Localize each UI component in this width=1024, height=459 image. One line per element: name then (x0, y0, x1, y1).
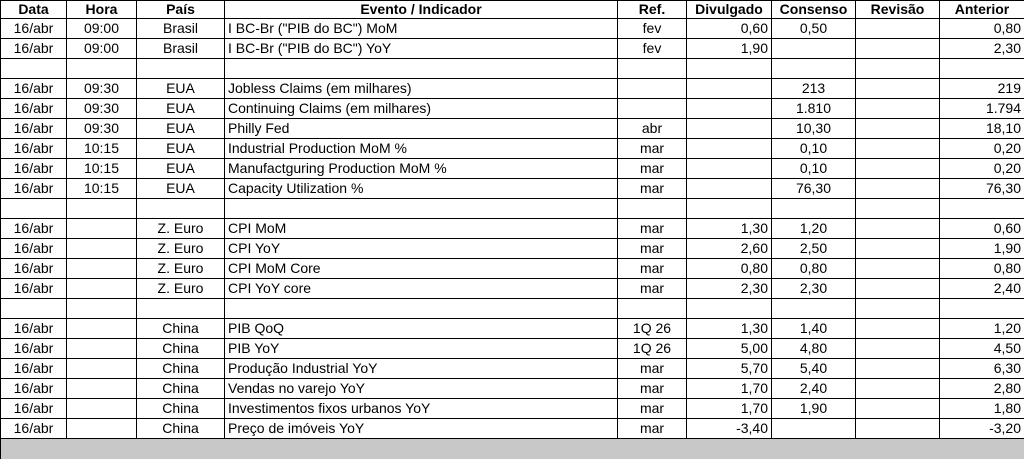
cell-revision (856, 239, 940, 259)
empty-cell (618, 59, 687, 79)
cell-consensus: 1,20 (772, 219, 856, 239)
cell-country: EUA (137, 159, 225, 179)
cell-country: China (137, 379, 225, 399)
cell-previous: 4,50 (940, 339, 1024, 359)
empty-cell (225, 299, 618, 319)
cell-time (67, 419, 137, 439)
cell-date: 16/abr (1, 99, 67, 119)
table-row (1, 219, 1024, 239)
cell-date: 16/abr (1, 239, 67, 259)
cell-country: Z. Euro (137, 219, 225, 239)
cell-date: 16/abr (1, 399, 67, 419)
cell-previous: 0,60 (940, 219, 1024, 239)
empty-cell (137, 59, 225, 79)
empty-cell (1, 199, 67, 219)
cell-event: Philly Fed (225, 119, 618, 139)
cell-time: 10:15 (67, 159, 137, 179)
cell-event: Jobless Claims (em milhares) (225, 79, 618, 99)
cell-ref: abr (618, 119, 687, 139)
cell-country: China (137, 419, 225, 439)
cell-released (687, 99, 772, 119)
cell-previous: 1.794 (940, 99, 1024, 119)
cell-previous: 6,30 (940, 359, 1024, 379)
empty-cell (856, 199, 940, 219)
cell-revision (856, 359, 940, 379)
cell-released: 1,90 (687, 39, 772, 59)
cell-released: 1,70 (687, 379, 772, 399)
cell-revision (856, 139, 940, 159)
cell-revision (856, 219, 940, 239)
table-row (1, 419, 1024, 439)
cell-consensus: 0,10 (772, 159, 856, 179)
cell-date: 16/abr (1, 319, 67, 339)
cell-ref: mar (618, 179, 687, 199)
table-row (1, 359, 1024, 379)
empty-cell (67, 59, 137, 79)
cell-date: 16/abr (1, 19, 67, 39)
spacer-row (1, 59, 1024, 79)
cell-date: 16/abr (1, 359, 67, 379)
cell-date: 16/abr (1, 379, 67, 399)
cell-date: 16/abr (1, 259, 67, 279)
cell-event: PIB QoQ (225, 319, 618, 339)
spacer-row (1, 299, 1024, 319)
cell-revision (856, 259, 940, 279)
cell-ref: 1Q 26 (618, 319, 687, 339)
cell-date: 16/abr (1, 159, 67, 179)
empty-cell (687, 299, 772, 319)
empty-cell (772, 199, 856, 219)
cell-ref: mar (618, 359, 687, 379)
cell-ref: fev (618, 19, 687, 39)
cell-time (67, 219, 137, 239)
cell-previous: 2,30 (940, 39, 1024, 59)
cell-revision (856, 379, 940, 399)
cell-consensus: 10,30 (772, 119, 856, 139)
cell-event: Capacity Utilization % (225, 179, 618, 199)
cell-consensus (772, 419, 856, 439)
cell-consensus: 4,80 (772, 339, 856, 359)
cell-time (67, 359, 137, 379)
cell-country: Brasil (137, 19, 225, 39)
header-released: Divulgado (687, 1, 772, 19)
cell-date: 16/abr (1, 339, 67, 359)
cell-released (687, 79, 772, 99)
cell-revision (856, 179, 940, 199)
cell-date: 16/abr (1, 279, 67, 299)
cell-revision (856, 159, 940, 179)
table-row (1, 279, 1024, 299)
empty-cell (618, 299, 687, 319)
cell-previous: 2,80 (940, 379, 1024, 399)
table-row (1, 239, 1024, 259)
cell-time (67, 239, 137, 259)
cell-time: 10:15 (67, 139, 137, 159)
cell-ref: mar (618, 219, 687, 239)
cell-consensus: 0,80 (772, 259, 856, 279)
empty-cell (687, 59, 772, 79)
cell-released: 1,30 (687, 219, 772, 239)
cell-date: 16/abr (1, 139, 67, 159)
table-row (1, 79, 1024, 99)
table-row (1, 319, 1024, 339)
cell-event: Preço de imóveis YoY (225, 419, 618, 439)
cell-previous: 2,40 (940, 279, 1024, 299)
cell-ref: mar (618, 159, 687, 179)
cell-event: Continuing Claims (em milhares) (225, 99, 618, 119)
cell-event: Manufactguring Production MoM % (225, 159, 618, 179)
cell-event: I BC-Br ("PIB do BC") MoM (225, 19, 618, 39)
cell-ref: mar (618, 379, 687, 399)
cell-previous: 1,20 (940, 319, 1024, 339)
cell-time (67, 339, 137, 359)
cell-consensus: 0,10 (772, 139, 856, 159)
cell-ref (618, 99, 687, 119)
empty-cell (856, 299, 940, 319)
cell-consensus: 1.810 (772, 99, 856, 119)
empty-cell (137, 299, 225, 319)
cell-revision (856, 119, 940, 139)
cell-consensus: 2,30 (772, 279, 856, 299)
table-row (1, 139, 1024, 159)
cell-ref: mar (618, 139, 687, 159)
table-body (1, 19, 1024, 459)
cell-date: 16/abr (1, 119, 67, 139)
cell-consensus: 76,30 (772, 179, 856, 199)
cell-consensus (772, 39, 856, 59)
empty-cell (137, 199, 225, 219)
table-row (1, 339, 1024, 359)
cell-released (687, 119, 772, 139)
footer-bar (1, 439, 1024, 459)
table-row (1, 99, 1024, 119)
cell-previous: -3,20 (940, 419, 1024, 439)
empty-cell (67, 299, 137, 319)
cell-country: Z. Euro (137, 279, 225, 299)
cell-previous: 0,80 (940, 259, 1024, 279)
empty-cell (940, 59, 1024, 79)
cell-previous: 1,80 (940, 399, 1024, 419)
cell-time (67, 259, 137, 279)
cell-revision (856, 279, 940, 299)
cell-event: CPI YoY (225, 239, 618, 259)
cell-released: -3,40 (687, 419, 772, 439)
empty-cell (856, 59, 940, 79)
cell-country: EUA (137, 99, 225, 119)
cell-ref: fev (618, 39, 687, 59)
header-previous: Anterior (940, 1, 1024, 19)
empty-cell (772, 299, 856, 319)
cell-country: Brasil (137, 39, 225, 59)
cell-released (687, 179, 772, 199)
cell-consensus: 5,40 (772, 359, 856, 379)
empty-cell (225, 59, 618, 79)
cell-previous: 0,80 (940, 19, 1024, 39)
cell-revision (856, 419, 940, 439)
table-row (1, 19, 1024, 39)
cell-released: 2,60 (687, 239, 772, 259)
cell-country: EUA (137, 139, 225, 159)
cell-ref: mar (618, 279, 687, 299)
empty-cell (225, 199, 618, 219)
cell-revision (856, 19, 940, 39)
cell-revision (856, 339, 940, 359)
cell-released: 0,80 (687, 259, 772, 279)
cell-ref: mar (618, 399, 687, 419)
cell-date: 16/abr (1, 419, 67, 439)
cell-time (67, 279, 137, 299)
cell-event: PIB YoY (225, 339, 618, 359)
empty-cell (1, 59, 67, 79)
cell-date: 16/abr (1, 179, 67, 199)
table-row (1, 119, 1024, 139)
cell-previous: 76,30 (940, 179, 1024, 199)
cell-revision (856, 79, 940, 99)
cell-country: China (137, 319, 225, 339)
header-country: País (137, 1, 225, 19)
cell-time: 09:30 (67, 99, 137, 119)
empty-cell (1, 299, 67, 319)
cell-consensus: 2,50 (772, 239, 856, 259)
cell-event: CPI YoY core (225, 279, 618, 299)
header-ref: Ref. (618, 1, 687, 19)
empty-cell (940, 299, 1024, 319)
cell-ref: 1Q 26 (618, 339, 687, 359)
cell-ref (618, 79, 687, 99)
cell-country: EUA (137, 79, 225, 99)
cell-released: 1,70 (687, 399, 772, 419)
cell-country: China (137, 339, 225, 359)
cell-country: China (137, 359, 225, 379)
cell-time: 09:00 (67, 19, 137, 39)
cell-country: Z. Euro (137, 259, 225, 279)
cell-revision (856, 39, 940, 59)
cell-event: Investimentos fixos urbanos YoY (225, 399, 618, 419)
cell-released (687, 159, 772, 179)
cell-revision (856, 319, 940, 339)
empty-cell (67, 199, 137, 219)
cell-event: Industrial Production MoM % (225, 139, 618, 159)
cell-previous: 0,20 (940, 159, 1024, 179)
cell-event: I BC-Br ("PIB do BC") YoY (225, 39, 618, 59)
cell-ref: mar (618, 259, 687, 279)
empty-cell (618, 199, 687, 219)
footer-cell (1, 439, 1024, 459)
cell-time: 09:30 (67, 79, 137, 99)
cell-released: 0,60 (687, 19, 772, 39)
cell-date: 16/abr (1, 219, 67, 239)
table-row (1, 39, 1024, 59)
cell-previous: 18,10 (940, 119, 1024, 139)
cell-previous: 1,90 (940, 239, 1024, 259)
cell-previous: 0,20 (940, 139, 1024, 159)
cell-consensus: 1,40 (772, 319, 856, 339)
cell-time: 09:00 (67, 39, 137, 59)
header-revision: Revisão (856, 1, 940, 19)
header-date: Data (1, 1, 67, 19)
cell-time: 09:30 (67, 119, 137, 139)
table-row (1, 259, 1024, 279)
table-row (1, 159, 1024, 179)
header-consensus: Consenso (772, 1, 856, 19)
cell-event: Vendas no varejo YoY (225, 379, 618, 399)
cell-event: CPI MoM (225, 219, 618, 239)
cell-released: 2,30 (687, 279, 772, 299)
cell-time (67, 319, 137, 339)
empty-cell (940, 199, 1024, 219)
spacer-row (1, 199, 1024, 219)
cell-released: 1,30 (687, 319, 772, 339)
table-row (1, 179, 1024, 199)
cell-consensus: 213 (772, 79, 856, 99)
cell-consensus: 1,90 (772, 399, 856, 419)
cell-consensus: 2,40 (772, 379, 856, 399)
cell-event: Produção Industrial YoY (225, 359, 618, 379)
header-event: Evento / Indicador (225, 1, 618, 19)
cell-released (687, 139, 772, 159)
cell-ref: mar (618, 239, 687, 259)
table-row (1, 379, 1024, 399)
header-row (1, 1, 1024, 19)
cell-time: 10:15 (67, 179, 137, 199)
cell-date: 16/abr (1, 79, 67, 99)
cell-date: 16/abr (1, 39, 67, 59)
cell-revision (856, 99, 940, 119)
cell-time (67, 379, 137, 399)
cell-event: CPI MoM Core (225, 259, 618, 279)
empty-cell (687, 199, 772, 219)
cell-consensus: 0,50 (772, 19, 856, 39)
table-row (1, 399, 1024, 419)
cell-time (67, 399, 137, 419)
cell-ref: mar (618, 419, 687, 439)
cell-released: 5,00 (687, 339, 772, 359)
header-time: Hora (67, 1, 137, 19)
cell-country: EUA (137, 179, 225, 199)
cell-previous: 219 (940, 79, 1024, 99)
cell-released: 5,70 (687, 359, 772, 379)
cell-country: EUA (137, 119, 225, 139)
cell-revision (856, 399, 940, 419)
cell-country: China (137, 399, 225, 419)
empty-cell (772, 59, 856, 79)
cell-country: Z. Euro (137, 239, 225, 259)
